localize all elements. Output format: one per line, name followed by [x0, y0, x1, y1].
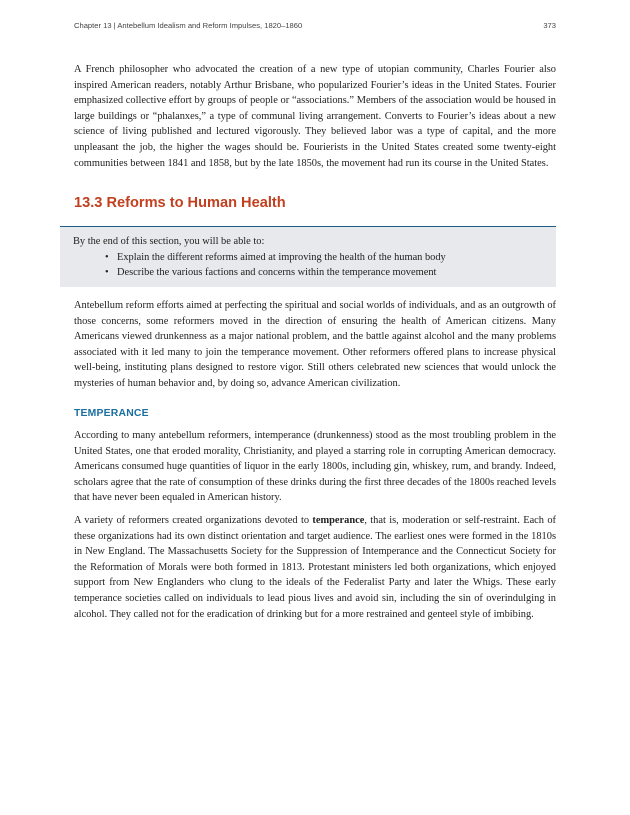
key-term-temperance: temperance	[312, 515, 365, 526]
organizations-text-before: A variety of reformers created organizations devoted to	[74, 515, 313, 526]
objectives-list	[105, 250, 446, 280]
bullet-icon: •	[105, 267, 109, 278]
paragraph-organizations	[74, 513, 556, 622]
list-item	[105, 265, 446, 280]
paragraph-fourier: A French philosopher who advocated the creation of a new type of utopian community, Charles Fourier also inspired American readers, notably Arthur Brisbane, who popularized Fourier’s ideas in the United States. Fourier emphasized collective effort by groups of people or “associations.” Members of the association would be housed in large buildings or “phalanxes,” a type of communal living arrangement. Converts to Fourier’s ideas about a new science of living published and lectured vigorously. They believed labor was a type of capital, and the more unpleasant the job, the higher the wages should be. Fourierists in the United States created some twenty-eight communities between 1841 and 1858, but by the late 1850s, the movement had run its course in the United States.	[74, 64, 556, 169]
paragraph-antebellum-reform: Antebellum reform efforts aimed at perfecting the spiritual and social worlds of individuals, and as an outgrowth of those concerns, some reformers moved in the direction of ensuring the health of American citizens. Many Americans viewed drunkenness as a major national problem, and the battle against alcohol and the many problems associated with it led many to join the temperance movement. Other reformers offered plans to increase physical well-being, instituting plans designed to restore vigor. Still others celebrated new sciences that would unlock the mysteries of human behavior and, by doing so, advance American civilization.	[74, 300, 556, 389]
objectives-intro: By the end of this section, you will be able to:	[73, 236, 265, 247]
subheading-temperance: TEMPERANCE	[74, 408, 149, 419]
list-item	[105, 250, 446, 265]
section-title: 13.3 Reforms to Human Health	[74, 195, 286, 211]
objective-text: Explain the different reforms aimed at improving the health of the human body	[117, 252, 446, 263]
chapter-title: Chapter 13 | Antebellum Idealism and Reform Impulses, 1820–1860	[74, 21, 303, 30]
page-header	[74, 21, 556, 35]
learning-objectives-box	[60, 226, 556, 287]
organizations-text-after: , that is, moderation or self-restraint. Each of these organizations had its own distinct orientation and target audience. The earliest ones were formed in the 1810s in New England. The Massachusetts Society for the Suppression of Intemperance and the Connecticut Society for the Reformation of Morals were both formed in 1813. Protestant ministers led both organizations, which enjoyed support from New Englanders who clung to the ideals of the Federalist Party and later the Whigs. These early temperance societies called on individuals to lead pious lives and avoid sin, including the sin of overindulging in alcohol. They called not for the eradication of drinking but for a more restrained and genteel style of imbibing.	[74, 515, 556, 620]
page-number: 373	[543, 21, 556, 30]
bullet-icon: •	[105, 252, 109, 263]
paragraph-intemperance: According to many antebellum reformers, intemperance (drunkenness) stood as the most troubling problem in the United States, one that eroded morality, Christianity, and played a starring role in corrupting American democracy. Americans consumed huge quantities of liquor in the early 1800s, including gin, whiskey, rum, and brandy. Indeed, scholars agree that the rate of consumption of these drinks during the first three decades of the 1800s reached levels that have never been equaled in American history.	[74, 430, 556, 504]
objective-text: Describe the various factions and concerns within the temperance movement	[117, 267, 437, 278]
